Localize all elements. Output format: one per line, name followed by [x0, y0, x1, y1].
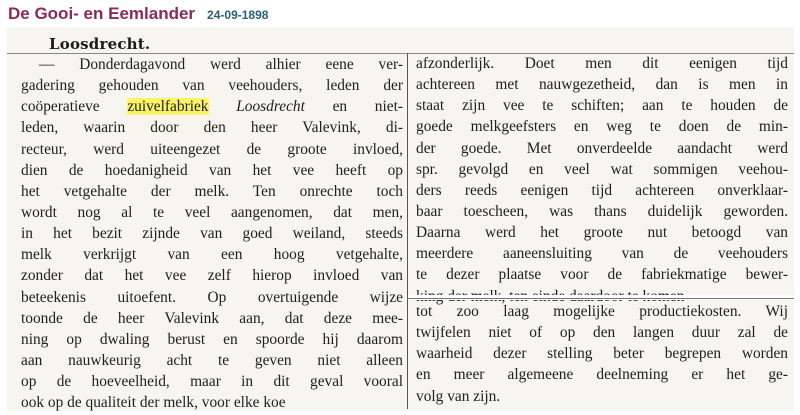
text-line: afzonderlijk. Doet men dit eenigen tijd: [416, 55, 788, 72]
publication-date: 24-09-1898: [207, 8, 269, 22]
text-line: achtereen met nauwgezetheid, dan is men in: [416, 76, 788, 94]
text-line: dien de hoedanigheid van het vee heeft op: [21, 161, 403, 179]
text-fragment: en niet-: [304, 98, 403, 116]
text-line: spr. gevolgd en veel wat sommigen veehou-: [416, 160, 788, 178]
text-line: — Donderdagavond werd alhier eene ver-: [39, 56, 403, 73]
text-line: tot zoo laag mogelijke productiekosten. Wij: [416, 303, 788, 320]
text-line: twijfelen niet of op den langen duur zal de: [416, 324, 788, 342]
text-line: meerdere aaneensluiting van de veehouders: [416, 245, 788, 263]
column-divider: [407, 53, 408, 409]
text-line: volg van zijn.: [416, 387, 501, 405]
text-line: staat zijn vee te schiften; aan te houden de: [416, 97, 788, 115]
text-line: melk verkrijgt van een hoog vetgehalte,: [21, 246, 403, 264]
text-line: op de hoeveelheid, maar in dit geval vooral: [21, 373, 403, 391]
text-line: der goede. Met onverdeelde aandacht werd: [416, 139, 788, 157]
text-line: toonde de heer Valevink aan, dat deze mee-: [21, 309, 403, 327]
text-line: waarheid dezer stelling beter begrepen worden: [416, 345, 788, 363]
masthead: [8, 4, 268, 28]
text-line: recteur, werd uiteengezet de groote invloed,: [21, 140, 403, 158]
article-title: Loosdrecht.: [49, 35, 151, 53]
text-line: goede melkgeefsters en weg te doen de min-: [416, 118, 788, 136]
text-line: ders reeds eenigen tijd achtereen onverklaar-: [416, 181, 788, 199]
text-line: te dezer plaatse voor de fabriekmatige bewer-: [416, 266, 788, 284]
text-line: ning op dwaling berust en spoorde hij daarom: [21, 330, 403, 348]
text-line: baar toescheen, was thans duidelijk geworden.: [416, 202, 788, 220]
text-line: aan nauwkeurig acht te geven niet alleen: [21, 351, 403, 369]
text-line: het vetgehalte der melk. Ten onrechte toch: [21, 182, 403, 200]
clipping-seam-line: [408, 298, 794, 299]
text-line: in het bezit zijnde van goed weiland, steeds: [21, 225, 403, 243]
text-line: ook op de qualiteit der melk, voor elke koe: [21, 394, 286, 411]
text-line: zonder dat het vee zelf hierop invloed van: [21, 267, 403, 285]
text-line: Daarna werd het groote nut betoogd van: [416, 224, 788, 242]
text-line: gadering gehouden van veehouders, leden der: [21, 77, 403, 95]
right-column-top: [416, 53, 788, 307]
text-line: wordt nog al te veel aangenomen, dat men,: [21, 203, 403, 221]
italic-place-name: Loosdrecht: [208, 98, 305, 116]
text-line: beteekenis uitoefent. Op overtuigende wijze: [21, 288, 403, 306]
text-line: leden, waarin door den heer Valevink, di-: [21, 119, 403, 137]
highlighted-search-term: zuivelfabriek: [127, 98, 209, 116]
newspaper-clipping: [7, 27, 794, 411]
text-line: [21, 96, 403, 117]
text-line: en meer algemeene deelneming er het ge-: [416, 366, 788, 384]
text-fragment: coöperatieve: [21, 98, 128, 116]
left-column: [21, 54, 403, 411]
newspaper-name: De Gooi- en Eemlander: [8, 4, 196, 23]
right-column-bottom: [416, 301, 788, 407]
